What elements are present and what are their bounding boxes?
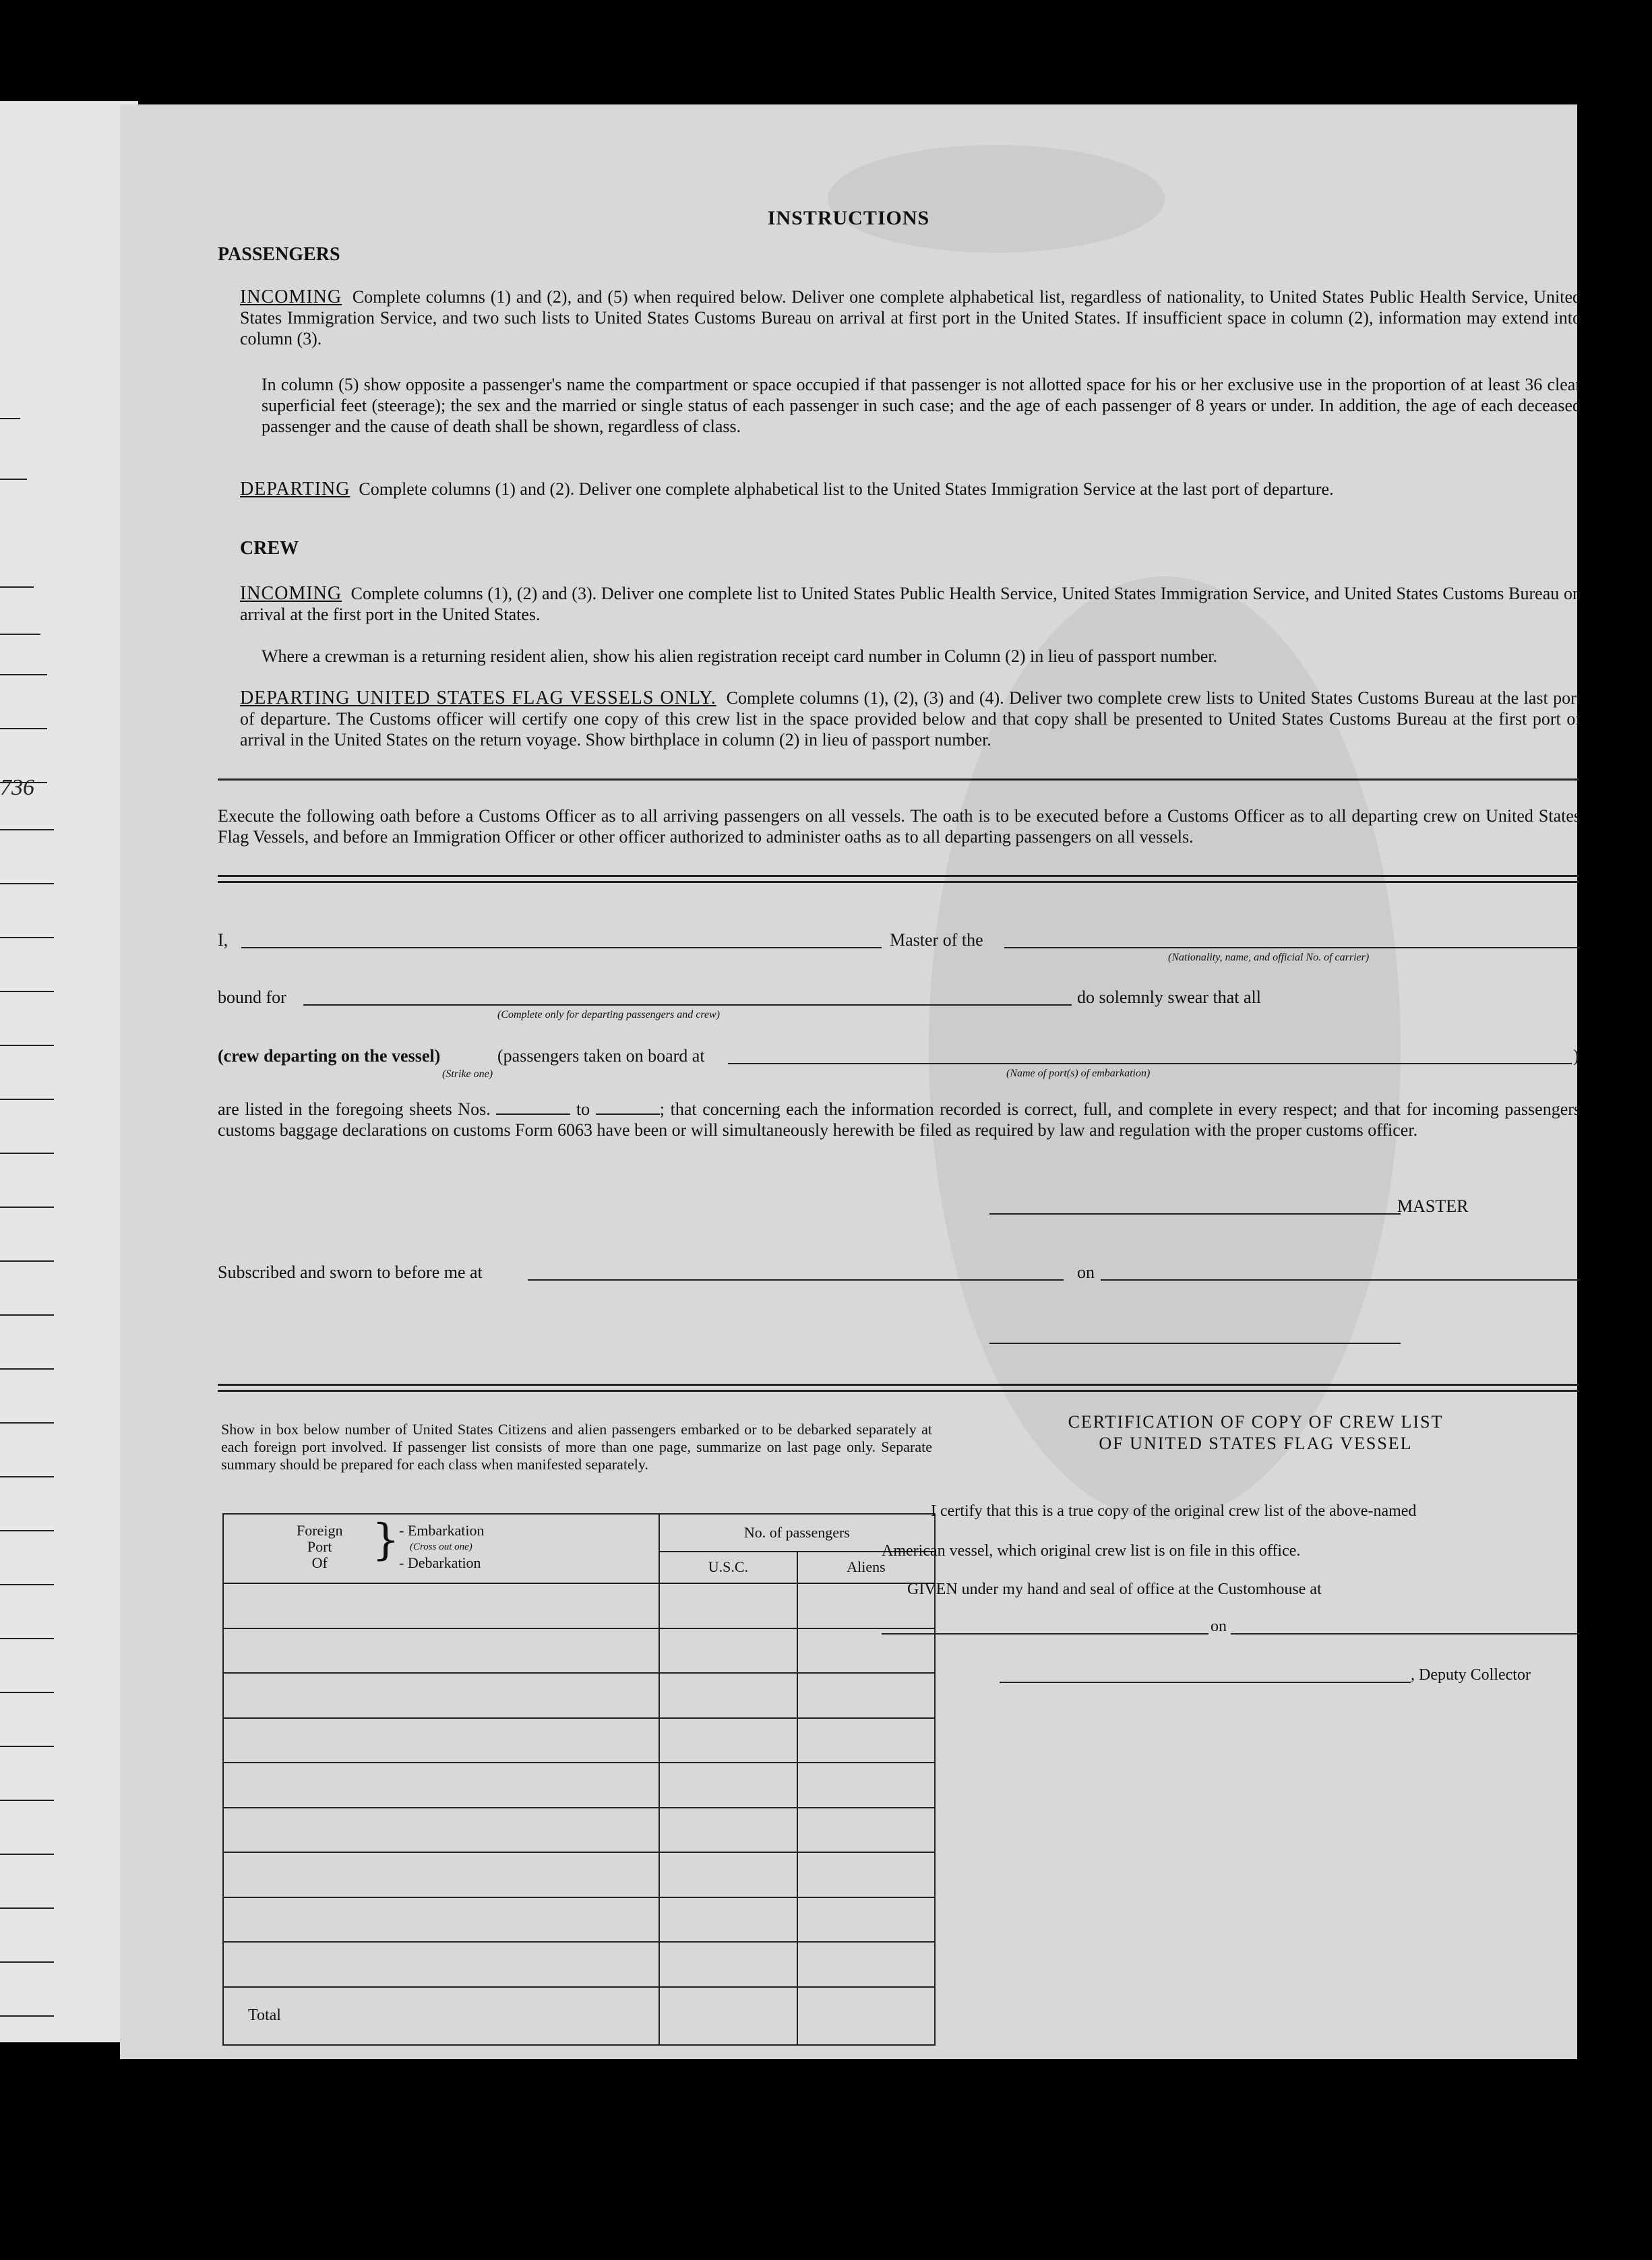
port-cell[interactable]	[223, 1673, 659, 1718]
usc-cell[interactable]	[659, 1852, 797, 1897]
port-cell[interactable]	[223, 1583, 659, 1628]
table-row	[223, 1628, 935, 1674]
oath-intro: Execute the following oath before a Customs Officer as to all arriving passengers on all vessels. The oath is to be executed before a Customs Officer as to all departing crew on United States Flag Vessels, and before an Immigration Officer or other officer authorized to administer oaths as to all departing passengers on all vessels.	[218, 806, 1581, 847]
port-cell[interactable]	[223, 1718, 659, 1763]
crew-incoming-label: INCOMING	[240, 583, 342, 604]
carrier-note: (Nationality, name, and official No. of carrier)	[1168, 952, 1370, 963]
table-row	[223, 1897, 935, 1943]
oath-i-label: I,	[218, 930, 228, 950]
usc-cell[interactable]	[659, 1673, 797, 1718]
form-page	[120, 104, 1582, 2059]
master-name-field[interactable]	[241, 947, 882, 948]
deputy-signature-field[interactable]	[1000, 1682, 1411, 1683]
port-note: (Name of port(s) of embarkation)	[1006, 1068, 1151, 1079]
crew-departing-text: Complete columns (1), (2), (3) and (4). Deliver two complete crew lists to United States Customs Bureau at the last port of departure. The Customs officer will certify one copy of this crew list in the space provided below and that copy shall be presented to United States Customs Bureau at the first port of arrival in the United States on the return voyage. Show birthplace in column (2) in lieu of passport number.	[240, 688, 1581, 750]
certify-line2: American vessel, which original crew list is on file in this office.	[882, 1542, 1301, 1560]
subscribed-label: Subscribed and sworn to before me at	[218, 1262, 483, 1282]
strike-one-note: (Strike one)	[442, 1068, 493, 1080]
swear-text: do solemnly swear that all	[1077, 987, 1261, 1007]
passengers-departing-label: DEPARTING	[240, 479, 350, 499]
passengers-heading: PASSENGERS	[218, 244, 340, 265]
usc-cell[interactable]	[659, 1718, 797, 1763]
column5-instructions: In column (5) show opposite a passenger's name the compartment or space occupied if that passenger is not allotted space for his or her exclusive use in the proportion of at least 36 clear superficial feet (steerage); the sex and the married or single status of each passenger in such case; and the age of each passenger of 8 years or under. In addition, the age of each deceased passenger and the cause of death shall be shown, regardless of class.	[262, 375, 1581, 436]
port-cell[interactable]	[223, 1628, 659, 1674]
aliens-cell[interactable]	[797, 1763, 935, 1808]
adjacent-page-strip	[0, 101, 138, 2042]
aliens-cell[interactable]	[797, 1897, 935, 1943]
brace-icon: }	[372, 1515, 400, 1565]
deputy-collector-label: , Deputy Collector	[1411, 1666, 1531, 1684]
master-signature-field[interactable]	[989, 1213, 1401, 1215]
table-row	[223, 1942, 935, 1987]
handwritten-number: 736	[0, 775, 34, 800]
aliens-cell[interactable]	[797, 1808, 935, 1853]
embarkation-port-field[interactable]	[728, 1063, 1572, 1064]
port-cell[interactable]	[223, 1852, 659, 1897]
port-cell[interactable]	[223, 1808, 659, 1853]
table-row	[223, 1583, 935, 1628]
sheets-statement	[218, 1099, 1581, 1140]
no-of-passengers-header: No. of passengers	[659, 1514, 935, 1552]
aliens-header: Aliens	[797, 1552, 935, 1583]
usc-cell[interactable]	[659, 1583, 797, 1628]
crew-incoming-text: Complete columns (1), (2) and (3). Deliver one complete list to United States Public Health Service, United States Immigration Service, and United States Customs Bureau on arrival at the first port in the United States.	[240, 584, 1582, 624]
table-row	[223, 1852, 935, 1897]
crew-departing-label: DEPARTING UNITED STATES FLAG VESSELS ONLY.	[240, 688, 716, 708]
officer-signature-field[interactable]	[989, 1343, 1401, 1344]
subscribed-date-field[interactable]	[1101, 1279, 1581, 1281]
bound-for-label: bound for	[218, 987, 286, 1007]
divider	[218, 1384, 1579, 1386]
table-row	[223, 1763, 935, 1808]
of-label: Of	[311, 1554, 328, 1571]
certification-title-line1: CERTIFICATION OF COPY OF CREW LIST	[1068, 1412, 1444, 1432]
aliens-total-cell[interactable]	[797, 1987, 935, 2045]
usc-header: U.S.C.	[659, 1552, 797, 1583]
crew-departing-instructions	[240, 688, 1581, 750]
sheet-from-field[interactable]	[496, 1099, 570, 1115]
total-label: Total	[223, 1987, 659, 2045]
port-cell[interactable]	[223, 1763, 659, 1808]
certify-line1: I certify that this is a true copy of the original crew list of the above-named	[931, 1502, 1417, 1520]
aliens-cell[interactable]	[797, 1718, 935, 1763]
table-row	[223, 1673, 935, 1718]
passengers-departing-text: Complete columns (1) and (2). Deliver one complete alphabetical list to the United States Immigration Service at the last port of departure.	[359, 479, 1334, 499]
port-cell[interactable]	[223, 1897, 659, 1943]
usc-cell[interactable]	[659, 1628, 797, 1674]
port-label: Port	[307, 1538, 332, 1555]
bound-for-note: (Complete only for departing passengers and crew)	[497, 1009, 721, 1020]
sheet-to-field[interactable]	[596, 1099, 660, 1115]
passengers-taken-option[interactable]: (passengers taken on board at	[497, 1046, 705, 1066]
total-row	[223, 1987, 935, 2045]
bound-for-field[interactable]	[303, 1004, 1072, 1006]
usc-cell[interactable]	[659, 1763, 797, 1808]
aliens-cell[interactable]	[797, 1942, 935, 1987]
given-text: GIVEN under my hand and seal of office at the Customhouse at	[907, 1581, 1322, 1598]
usc-cell[interactable]	[659, 1897, 797, 1943]
usc-total-cell[interactable]	[659, 1987, 797, 2045]
crew-incoming-instructions	[240, 583, 1581, 625]
aliens-cell[interactable]	[797, 1673, 935, 1718]
passenger-summary-table	[222, 1513, 936, 2046]
divider	[218, 875, 1579, 877]
close-paren: )	[1573, 1046, 1579, 1066]
debarkation-option[interactable]: - Debarkation	[399, 1554, 481, 1571]
table-row	[223, 1718, 935, 1763]
certification-date-field[interactable]	[1231, 1633, 1581, 1635]
aliens-cell[interactable]	[797, 1628, 935, 1674]
port-cell[interactable]	[223, 1942, 659, 1987]
passengers-incoming-label: INCOMING	[240, 286, 342, 307]
master-label: MASTER	[1397, 1196, 1469, 1216]
foreign-label: Foreign	[297, 1522, 343, 1539]
master-of-label: Master of the	[890, 930, 983, 950]
divider	[218, 881, 1579, 883]
table-row	[223, 1808, 935, 1853]
crew-departing-option[interactable]: (crew departing on the vessel)	[218, 1046, 441, 1066]
usc-cell[interactable]	[659, 1942, 797, 1987]
usc-cell[interactable]	[659, 1808, 797, 1853]
sheets-text-b: ; that concerning each the information recorded is correct, full, and complete in every respect; and that for incoming passengers customs baggage declarations on customs Form 6063 have been or will simultaneously herewith be filed as required by law and regulation with the proper customs officer.	[218, 1099, 1581, 1140]
certification-on-label: on	[1211, 1618, 1227, 1635]
passengers-incoming-text: Complete columns (1) and (2), and (5) when required below. Deliver one complete alphabetical list, regardless of nationality, to United States Public Health Service, United States Immigration Service, and two such lists to United States Customs Bureau on arrival at first port in the United States. If insufficient space in column (2), information may extend into column (3).	[240, 287, 1582, 348]
embarkation-option[interactable]: - Embarkation	[399, 1522, 485, 1539]
divider	[218, 778, 1579, 781]
aliens-cell[interactable]	[797, 1852, 935, 1897]
crew-resident-alien-note: Where a crewman is a returning resident alien, show his alien registration receipt card number in Column (2) in lieu of passport number.	[262, 646, 1218, 666]
customhouse-field[interactable]	[882, 1633, 1209, 1635]
cross-out-note: (Cross out one)	[410, 1541, 472, 1552]
passengers-incoming-instructions	[240, 286, 1581, 349]
sheets-text-a: are listed in the foregoing sheets Nos.	[218, 1099, 491, 1119]
sheets-to: to	[576, 1099, 590, 1119]
passengers-departing-instructions	[240, 479, 1581, 499]
page-title: INSTRUCTIONS	[767, 207, 930, 229]
subscribed-place-field[interactable]	[528, 1279, 1064, 1281]
subscribed-on-label: on	[1077, 1262, 1095, 1282]
crew-heading: CREW	[240, 538, 299, 559]
carrier-field[interactable]	[1004, 947, 1581, 948]
certification-title-line2: OF UNITED STATES FLAG VESSEL	[1099, 1434, 1413, 1453]
port-header-cell	[223, 1514, 659, 1583]
summary-instructions: Show in box below number of United States Citizens and alien passengers embarked or to be debarked separately at each foreign port involved. If passenger list consists of more than one page, summarize on last page only. Separate summary should be prepared for each class when manifested separately.	[221, 1421, 932, 1473]
divider	[218, 1390, 1579, 1392]
